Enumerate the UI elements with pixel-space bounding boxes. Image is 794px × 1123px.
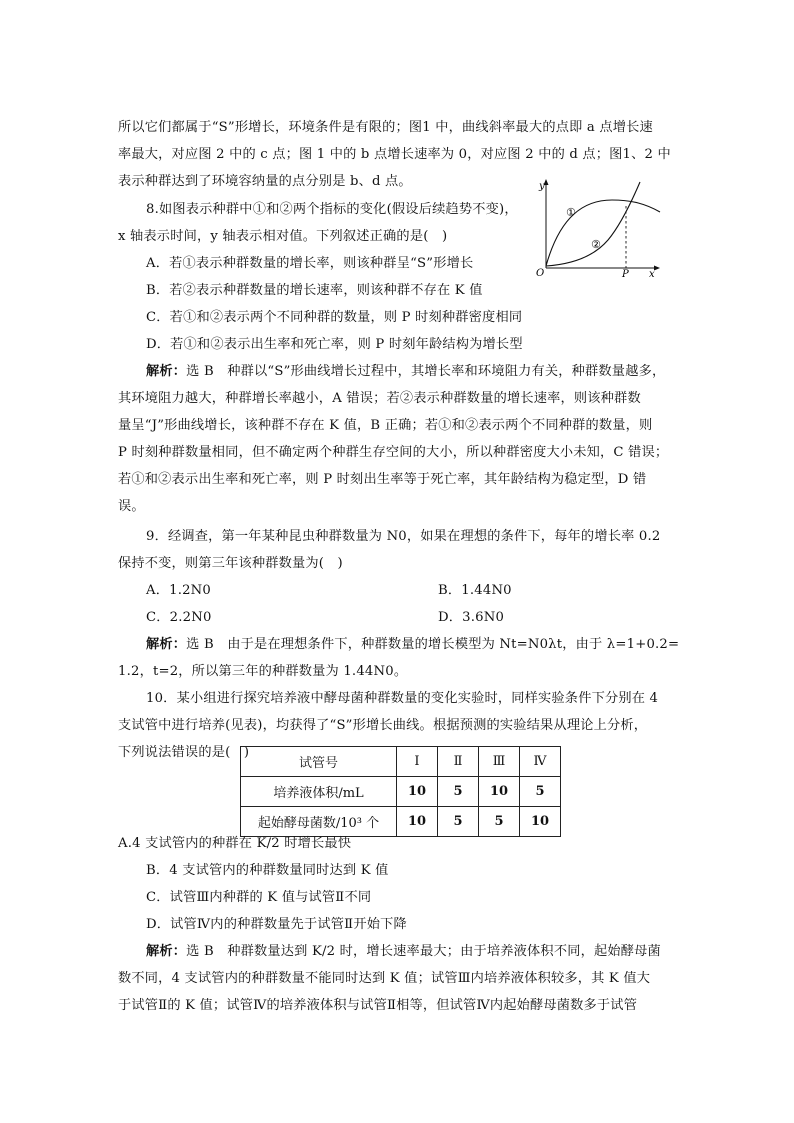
question-8-option-b: B．若②表示种群数量的增长速率，则该种群不存在 K 值 <box>146 283 483 298</box>
question-10-stem-cont: 下列说法错误的是( ) <box>118 745 250 760</box>
answer-8-line: 量呈“J”形曲线增长，该种群不存在 K 值，B 正确；若①和②表示两个不同种群的数量，则 <box>118 418 653 433</box>
question-9-option-b: B．1.44N0 <box>438 583 512 598</box>
curve-1 <box>546 200 660 266</box>
question-8-option-a: A．若①表示种群数量的增长率，则该种群呈“S”形增长 <box>146 256 474 271</box>
text-line: 表示种群达到了环境容纳量的点分别是 b、d 点。 <box>118 174 412 189</box>
text-line: 所以它们都属于“S”形增长，环境条件是有限的；图1 中，曲线斜率最大的点即 a 点增长速 <box>118 120 653 135</box>
table-cell: 10 <box>479 777 520 807</box>
question-9-stem-cont: 保持不变，则第三年该种群数量为( ) <box>118 556 343 571</box>
answer-8-line: 误。 <box>118 499 145 514</box>
question-8-option-d: D．若①和②表示出生率和死亡率，则 P 时刻年龄结构为增长型 <box>146 337 523 352</box>
answer-8-line: 若①和②表示出生率和死亡率，则 P 时刻出生率等于死亡率，其年龄结构为稳定型，D 错 <box>118 472 647 487</box>
x-axis-label: x <box>649 269 655 278</box>
question-9-option-c: C．2.2N0 <box>146 610 212 625</box>
question-10-option-c: C．试管Ⅲ内种群的 K 值与试管Ⅱ不同 <box>146 890 372 905</box>
question-8-option-c: C．若①和②表示两个不同种群的数量，则 P 时刻种群密度相同 <box>146 310 523 325</box>
curve-2-label: ② <box>591 238 601 251</box>
question-9-option-a: A．1.2N0 <box>146 583 212 598</box>
table-row <box>241 777 561 807</box>
y-axis-label: y <box>539 181 545 192</box>
p-label: P <box>622 269 629 278</box>
answer-8-line: 其环境阻力越大，种群增长率越小，A 错误；若②表示种群数量的增长速率，则该种群数 <box>118 391 641 406</box>
table-cell: Ⅲ <box>479 747 520 777</box>
table-row <box>241 807 561 837</box>
data-table <box>240 746 561 837</box>
table-cell: Ⅰ <box>397 747 438 777</box>
question-10-stem: 10．某小组进行探究培养液中酵母菌种群数量的变化实验时，同样实验条件下分别在 4 <box>146 691 659 706</box>
question-10-option-a: A.4 支试管内的种群在 K/2 时增长最快 <box>118 836 352 851</box>
curve-1-label: ① <box>566 206 576 219</box>
curve-graph <box>536 176 666 278</box>
origin-label: O <box>536 268 545 278</box>
table-cell: 试管号 <box>241 747 397 777</box>
answer-10-line: 解析：选 B 种群数量达到 K/2 时，增长速率最大；由于培养液体积不同，起始酵母菌 <box>146 944 661 959</box>
answer-9-line: 1.2，t=2，所以第三年的种群数量为 1.44N0。 <box>118 664 408 679</box>
question-8-stem: 8.如图表示种群中①和②两个指标的变化(假设后续趋势不变)， <box>146 202 518 217</box>
answer-10-line: 数不同，4 支试管内的种群数量不能同时达到 K 值；试管Ⅲ内培养液体积较多，其 K 值大 <box>118 971 651 986</box>
table-cell: 培养液体积/mL <box>241 777 397 807</box>
question-9-stem: 9．经调查，第一年某种昆虫种群数量为 N0，如果在理想的条件下，每年的增长率 0.2 <box>146 529 661 544</box>
table-cell: 5 <box>479 807 520 837</box>
table-cell: 起始酵母菌数/10³ 个 <box>241 807 397 837</box>
table-cell: 10 <box>397 777 438 807</box>
answer-10-line: 于试管Ⅱ的 K 值；试管Ⅳ的培养液体积与试管Ⅱ相等，但试管Ⅳ内起始酵母菌数多于试管 <box>118 998 638 1013</box>
question-9-option-d: D．3.6N0 <box>438 610 505 625</box>
table-cell: 10 <box>397 807 438 837</box>
answer-8-line: 解析：选 B 种群以“S”形曲线增长过程中，其增长率和环境阻力有关，种群数量越多， <box>146 364 666 379</box>
table-row <box>241 747 561 777</box>
table-cell: Ⅳ <box>520 747 561 777</box>
answer-8-line: P 时刻种群数量相同，但不确定两个种群生存空间的大小，所以种群密度大小未知，C 错误； <box>118 445 669 460</box>
table-cell: 5 <box>520 777 561 807</box>
table-cell: 5 <box>438 777 479 807</box>
table-cell: 10 <box>520 807 561 837</box>
table-cell: Ⅱ <box>438 747 479 777</box>
question-10-stem-cont: 支试管中进行培养(见表)，均获得了“S”形增长曲线。根据预测的实验结果从理论上分析， <box>118 718 648 733</box>
text-line: 率最大，对应图 2 中的 c 点；图 1 中的 b 点增长速率为 0，对应图 2 中的 d 点；图1、2 中 <box>118 147 671 162</box>
question-10-option-d: D．试管Ⅳ内的种群数量先于试管Ⅱ开始下降 <box>146 917 407 932</box>
question-10-option-b: B．4 支试管内的种群数量同时达到 K 值 <box>146 863 389 878</box>
question-8-stem-cont: x 轴表示时间，y 轴表示相对值。下列叙述正确的是( ) <box>118 229 448 244</box>
answer-9-line: 解析：选 B 由于是在理想条件下，种群数量的增长模型为 Nt=N0λt，由于 λ=1+0.2= <box>146 637 680 652</box>
table-cell: 5 <box>438 807 479 837</box>
